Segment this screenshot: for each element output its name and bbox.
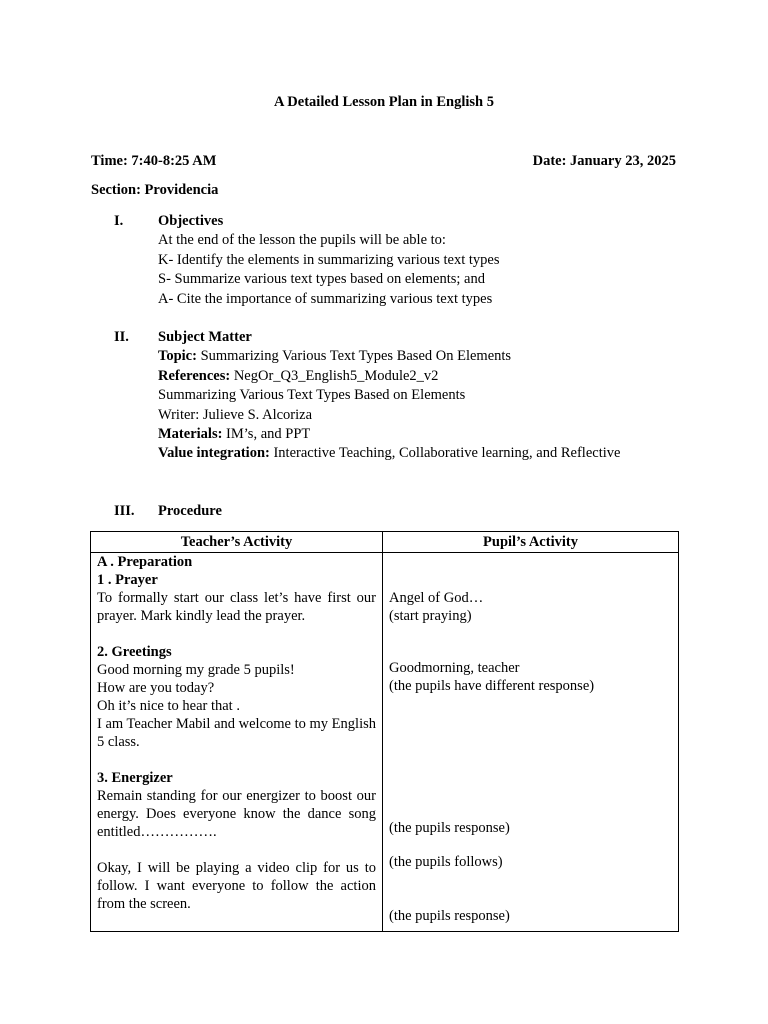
document-title: A Detailed Lesson Plan in English 5 <box>274 94 494 110</box>
materials-line <box>158 425 718 444</box>
topic-line <box>158 347 718 366</box>
energizer-text: Remain standing for our energizer to boost our energy. Does everyone know the dance song entitled……………. <box>97 788 376 840</box>
objective-attitude: A- Cite the importance of summarizing various text types <box>158 290 493 307</box>
greeting-line: How are you today? <box>97 680 215 696</box>
energizer-heading: 3. Energizer <box>97 770 173 786</box>
procedure-number: III. <box>114 503 135 519</box>
topic-value: Summarizing Various Text Types Based On Elements <box>196 348 512 365</box>
prayer-heading: 1 . Prayer <box>97 572 158 588</box>
greeting-line: I am Teacher Mabil and welcome to my English 5 class. <box>97 716 376 750</box>
references-label: References: <box>158 367 231 384</box>
pupil-response: (the pupils response) <box>389 908 510 924</box>
subject-matter-heading: Subject Matter <box>158 329 252 345</box>
pupil-response: (the pupils response) <box>389 820 510 836</box>
preparation-heading: A . Preparation <box>97 554 193 570</box>
lesson-date: Date: January 23, 2025 <box>532 153 676 169</box>
pupil-response: Goodmorning, teacher <box>389 660 520 676</box>
pupil-response: (the pupils follows) <box>389 854 503 870</box>
value-integration-label: Value integration: <box>158 445 270 462</box>
greeting-line: Good morning my grade 5 pupils! <box>97 662 295 678</box>
procedure-heading: Procedure <box>158 503 222 519</box>
pupil-activity-cell <box>383 553 679 932</box>
objective-skill: S- Summarize various text types based on elements; and <box>158 271 485 288</box>
objectives-intro: At the end of the lesson the pupils will be able to: <box>158 232 446 249</box>
table-header-row <box>91 532 679 553</box>
teacher-activity-cell <box>91 553 383 932</box>
materials-value: IM’s, and PPT <box>222 426 311 443</box>
references-line <box>158 367 718 386</box>
writer-line: Writer: Julieve S. Alcoriza <box>158 406 313 423</box>
topic-label: Topic: <box>158 348 197 365</box>
energizer-text: Okay, I will be playing a video clip for us to follow. I want everyone to follow the action from the screen. <box>97 860 376 912</box>
references-value: NegOr_Q3_English5_Module2_v2 <box>230 367 439 384</box>
value-integration-value: Interactive Teaching, Collaborative learning, and Reflective <box>269 445 621 462</box>
pupil-response: (the pupils have different response) <box>389 678 595 694</box>
pupil-activity-header: Pupil’s Activity <box>383 532 679 553</box>
objective-knowledge: K- Identify the elements in summarizing various text types <box>158 251 500 268</box>
prayer-text: To formally start our class let’s have first our prayer. Mark kindly lead the prayer. <box>97 590 376 624</box>
materials-label: Materials: <box>158 426 223 443</box>
subject-matter-number: II. <box>114 329 129 345</box>
greetings-heading: 2. Greetings <box>97 644 172 660</box>
value-integration-line <box>158 444 718 463</box>
pupil-response: Angel of God… <box>389 590 484 606</box>
lesson-time: Time: 7:40-8:25 AM <box>91 153 217 169</box>
objectives-number: I. <box>114 213 124 229</box>
table-row <box>91 553 679 932</box>
reference-title: Summarizing Various Text Types Based on Elements <box>158 387 466 404</box>
procedure-table <box>90 531 679 932</box>
pupil-response: (start praying) <box>389 608 472 624</box>
lesson-section: Section: Providencia <box>91 182 219 198</box>
greeting-line: Oh it’s nice to hear that . <box>97 698 240 714</box>
teacher-activity-header: Teacher’s Activity <box>91 532 383 553</box>
objectives-heading: Objectives <box>158 213 224 229</box>
